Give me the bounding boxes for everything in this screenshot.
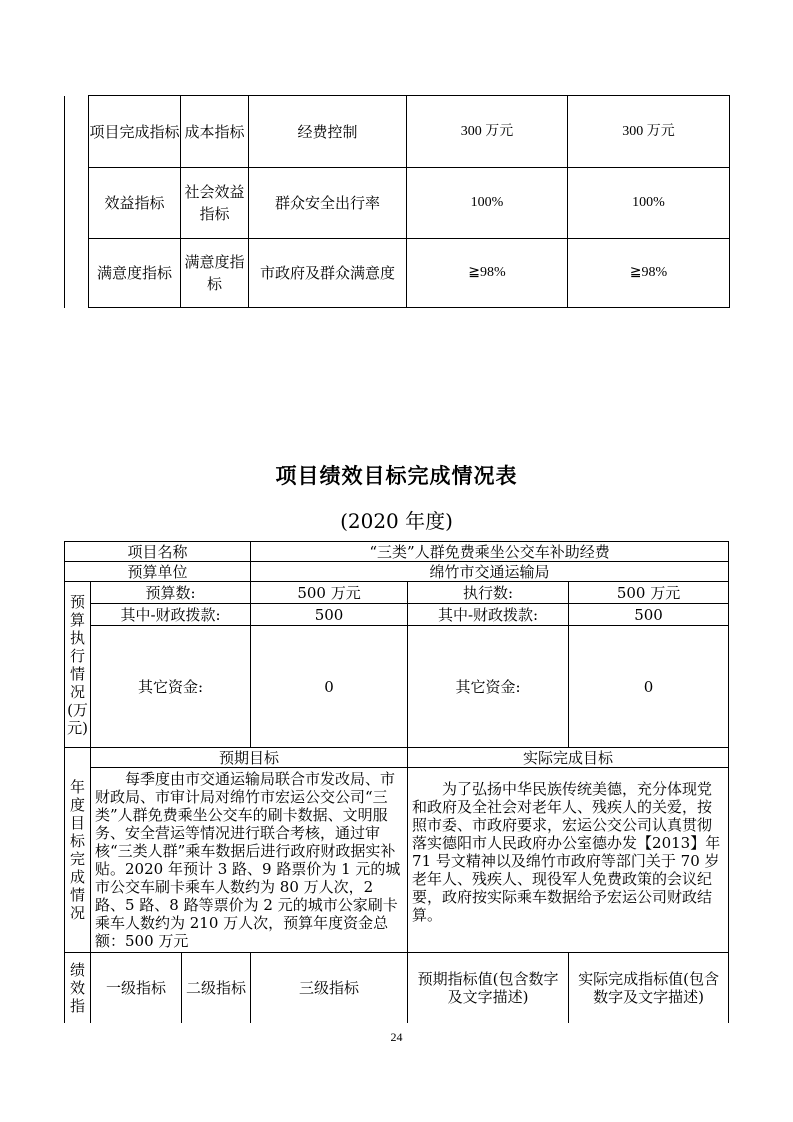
performance-section-label: 绩效指	[65, 953, 91, 1023]
other-funds-label-executed: 其它资金:	[408, 626, 569, 748]
fiscal-allocation-label: 其中-财政拨款:	[91, 604, 251, 626]
other-funds-label: 其它资金:	[91, 626, 251, 748]
level2-indicator-cell: 社会效益指标	[181, 168, 249, 239]
executed-amount-label: 执行数:	[408, 582, 569, 604]
annual-goal-section-label: 年度目标完成情况	[65, 748, 91, 953]
continuation-lead-cell	[65, 96, 89, 308]
document-title: 项目绩效目标完成情况表	[275, 464, 518, 488]
indicator-table-continued	[64, 95, 730, 308]
document-subtitle: (2020 年度)	[340, 509, 453, 533]
project-name-label: 项目名称	[65, 542, 251, 562]
budget-amount-label: 预算数:	[91, 582, 251, 604]
actual-value-header: 实际完成指标值(包含数字及文字描述)	[569, 953, 729, 1023]
page-number: 24	[390, 1030, 403, 1044]
actual-value-cell: 300 万元	[568, 96, 730, 168]
project-name-value: “三类”人群免费乘坐公交车补助经费	[251, 542, 729, 562]
expected-value-cell: 300 万元	[407, 96, 568, 168]
budget-execution-section-label: 预算执行情况(万元)	[65, 582, 91, 748]
level3-header: 三级指标	[251, 953, 408, 1023]
level1-header: 一级指标	[91, 953, 182, 1023]
other-funds-value-executed: 0	[569, 626, 729, 748]
actual-goal-header: 实际完成目标	[408, 748, 729, 768]
level3-indicator-cell: 市政府及群众满意度	[249, 239, 407, 308]
level2-indicator-cell: 成本指标	[181, 96, 249, 168]
level2-indicator-cell: 满意度指标	[181, 239, 249, 308]
fiscal-allocation-value: 500	[251, 604, 408, 626]
expected-value-header: 预期指标值(包含数字及文字描述)	[408, 953, 569, 1023]
expected-value-cell: 100%	[407, 168, 568, 239]
expected-goal-text: 每季度由市交通运输局联合市发改局、市财政局、市审计局对绵竹市宏运公交公司“三类”人群免费乘坐公交车的刷卡数据、文明服务、安全营运等情况进行联合考核，通过审核“三类人群”乘车数据后进行政府财政据实补贴。2020 年预计 3 路、9 路票价为 1 元的城市公交车刷卡乘车人数约为 80 万人次，2 路、5 路、8 路等票价为 2 元的城市公家刷卡乘车人数约为 210 万人次，预算年度资金总额：500 万元	[91, 768, 408, 953]
budget-unit-label: 预算单位	[65, 562, 251, 582]
budget-unit-value: 绵竹市交通运输局	[251, 562, 729, 582]
level3-indicator-cell: 群众安全出行率	[249, 168, 407, 239]
level1-indicator-cell: 满意度指标	[89, 239, 181, 308]
expected-value-cell: ≧98%	[407, 239, 568, 308]
performance-table	[64, 541, 729, 1023]
actual-value-cell: 100%	[568, 168, 730, 239]
actual-value-cell: ≧98%	[568, 239, 730, 308]
budget-amount-value: 500 万元	[251, 582, 408, 604]
actual-goal-text: 为了弘扬中华民族传统美德，充分体现党和政府及全社会对老年人、残疾人的关爱，按照市委、市政府要求，宏运公交公司认真贯彻落实德阳市人民政府办公室德办发【2013】年 71 号文精神以及绵竹市政府等部门关于 70 岁老年人、残疾人、现役军人免费政策的会议纪要，政府按实际乘车数据给予宏运公司财政结算。	[408, 768, 729, 953]
level3-indicator-cell: 经费控制	[249, 96, 407, 168]
executed-amount-value: 500 万元	[569, 582, 729, 604]
level1-indicator-cell: 项目完成指标	[89, 96, 181, 168]
fiscal-allocation-value-executed: 500	[569, 604, 729, 626]
other-funds-value: 0	[251, 626, 408, 748]
expected-goal-header: 预期目标	[91, 748, 408, 768]
level1-indicator-cell: 效益指标	[89, 168, 181, 239]
level2-header: 二级指标	[182, 953, 251, 1023]
fiscal-allocation-label-executed: 其中-财政拨款:	[408, 604, 569, 626]
